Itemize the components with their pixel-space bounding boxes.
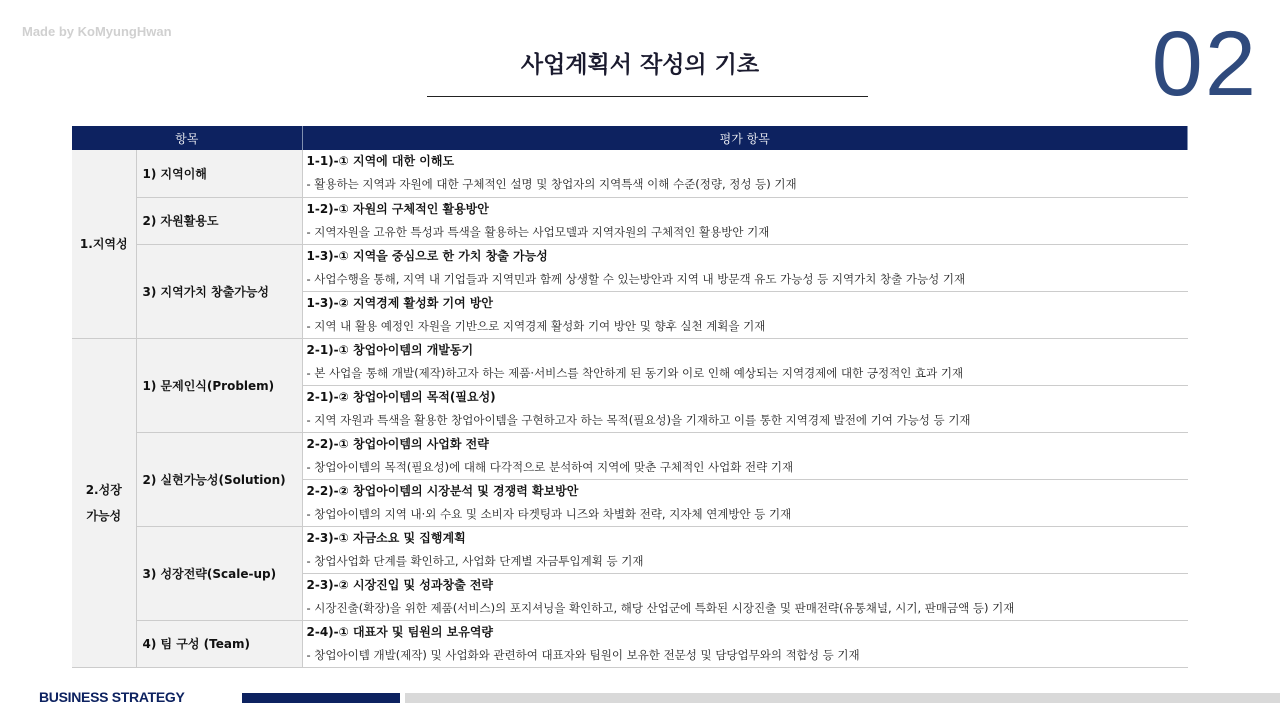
evaluation-description: - 창업사업화 단계를 확인하고, 사업화 단계별 자금투입계획 등 기재 [306,553,644,568]
header-evaluation: 평가 항목 [302,126,1188,150]
table-row [72,432,1188,479]
evaluation-description: - 지역 자원과 특색을 활용한 창업아이템을 구현하고자 하는 목적(필요성)을 기재하고 이를 통한 지역경제 발전에 기여 가능성 등 기재 [306,412,971,427]
subcategory-cell: 1) 문제인식(Problem) [136,338,302,432]
table-row [72,620,1188,667]
evaluation-title: 1-3)-① 지역을 중심으로 한 가치 창출 가능성 [306,248,548,263]
evaluation-cell [302,338,1188,385]
evaluation-title: 2-4)-① 대표자 및 팀원의 보유역량 [306,624,494,639]
category-cell: 1.지역성 [72,150,136,338]
subcategory-cell: 3) 지역가치 창출가능성 [136,244,302,338]
subcategory-cell: 3) 성장전략(Scale-up) [136,526,302,620]
evaluation-title: 2-1)-① 창업아이템의 개발동기 [306,342,474,357]
table-row [72,526,1188,573]
evaluation-title: 1-3)-② 지역경제 활성화 기여 방안 [306,295,494,310]
evaluation-description: - 사업수행을 통해, 지역 내 기업들과 지역민과 함께 상생할 수 있는방안과 지역 내 방문객 유도 가능성 등 지역가치 창출 가능성 기재 [306,271,966,286]
evaluation-cell [302,197,1188,244]
table-row [72,197,1188,244]
subcategory-cell: 4) 팀 구성 (Team) [136,620,302,667]
subcategory-cell: 2) 실현가능성(Solution) [136,432,302,526]
table-row [72,150,1188,197]
footer-bar [405,693,1280,703]
evaluation-cell [302,291,1188,338]
evaluation-title: 1-2)-① 자원의 구체적인 활용방안 [306,201,489,216]
evaluation-cell [302,432,1188,479]
title-underline [427,96,868,97]
evaluation-description: - 본 사업을 통해 개발(제작)하고자 하는 제품·서비스를 착안하게 된 동기와 이로 인해 예상되는 지역경제에 대한 긍정적인 효과 기재 [306,365,964,380]
evaluation-description: - 창업아이템 개발(제작) 및 사업화와 관련하여 대표자와 팀원이 보유한 전문성 및 담당업무와의 적합성 등 기재 [306,647,860,662]
evaluation-title: 2-2)-② 창업아이템의 시장분석 및 경쟁력 확보방안 [306,483,579,498]
table-row [72,244,1188,291]
footer-label: BUSINESS STRATEGY [39,689,185,705]
evaluation-description: - 지역 내 활용 예정인 자원을 기반으로 지역경제 활성화 기여 방안 및 향후 실천 계획을 기재 [306,318,766,333]
evaluation-description: - 창업아이템의 목적(필요성)에 대해 다각적으로 분석하여 지역에 맞춘 구체적인 사업화 전략 기재 [306,459,794,474]
evaluation-title: 2-3)-① 자금소요 및 집행계획 [306,530,466,545]
evaluation-title: 1-1)-① 지역에 대한 이해도 [306,154,455,169]
evaluation-cell [302,620,1188,667]
footer-bar-accent [242,693,400,703]
page-number: 02 [1151,13,1258,115]
evaluation-title: 2-3)-② 시장진입 및 성과창출 전략 [306,577,494,592]
author-credit: Made by KoMyungHwan [22,24,172,39]
evaluation-cell [302,150,1188,197]
evaluation-cell [302,385,1188,432]
evaluation-description: - 지역자원을 고유한 특성과 특색을 활용하는 사업모델과 지역자원의 구체적인 활용방안 기재 [306,224,770,239]
table-row [72,338,1188,385]
evaluation-description: - 활용하는 지역과 자원에 대한 구체적인 설명 및 창업자의 지역특색 이해 수준(정량, 정성 등) 기재 [306,177,797,192]
evaluation-cell [302,479,1188,526]
evaluation-cell [302,573,1188,620]
evaluation-table [72,126,1188,668]
evaluation-description: - 창업아이템의 지역 내·외 수요 및 소비자 타겟팅과 니즈와 차별화 전략, 지자체 연계방안 등 기재 [306,506,792,521]
evaluation-cell [302,526,1188,573]
page-title: 사업계획서 작성의 기초 [520,52,760,78]
evaluation-cell [302,244,1188,291]
evaluation-description: - 시장진출(확장)을 위한 제품(서비스)의 포지셔닝을 확인하고, 해당 산업군에 특화된 시장진출 및 판매전략(유통채널, 시기, 판매금액 등) 기재 [306,600,1015,615]
evaluation-title: 2-1)-② 창업아이템의 목적(필요성) [306,389,496,404]
subcategory-cell: 1) 지역이해 [136,150,302,197]
category-cell: 2.성장 가능성 [72,338,136,667]
header-item: 항목 [72,126,302,150]
subcategory-cell: 2) 자원활용도 [136,197,302,244]
evaluation-title: 2-2)-① 창업아이템의 사업화 전략 [306,436,489,451]
